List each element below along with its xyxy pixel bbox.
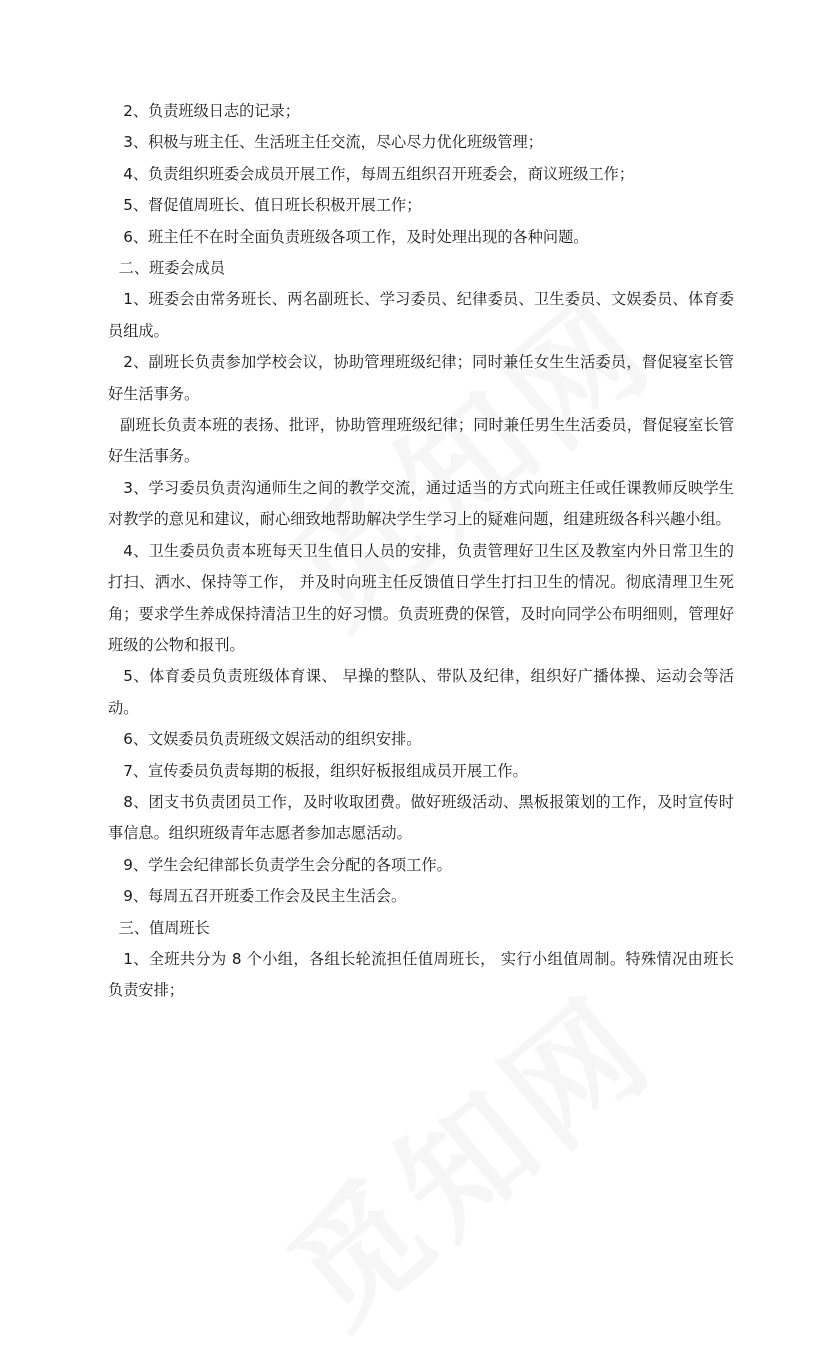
- section-heading: 二、班委会成员: [118, 259, 225, 278]
- paragraph: 副班长负责本班的表扬、批评，协助管理班级纪律；同时兼任男生生活委员，督促寝室长管好生活事务。: [108, 416, 734, 466]
- watermark: [244, 947, 686, 1360]
- paragraph: 7、宣传委员负责每期的板报，组织好板报组成员开展工作。: [123, 761, 528, 780]
- paragraph: 3、积极与班主任、生活班主任交流，尽心尽力优化班级管理；: [123, 133, 543, 152]
- section-heading: 三、值周班长: [118, 918, 210, 937]
- paragraph: 6、文娱委员负责班级文娱活动的组织安排。: [123, 730, 422, 749]
- document-body: [108, 96, 734, 1007]
- paragraph: 6、班主任不在时全面负责班级各项工作，及时处理出现的各种问题。: [123, 227, 589, 246]
- paragraph: 1、班委会由常务班长、两名副班长、学习委员、纪律委员、卫生委员、文娱委员、体育委员组成。: [108, 290, 734, 340]
- paragraph: 3、学习委员负责沟通师生之间的教学交流，通过适当的方式向班主任或任课教师反映学生对教学的意见和建议，耐心细致地帮助解决学生学习上的疑难问题，组建班级各科兴趣小组。: [108, 478, 734, 529]
- paragraph: 9、每周五召开班委工作会及民主生活会。: [123, 887, 407, 906]
- paragraph: 5、体育委员负责班级体育课、 早操的整队、带队及纪律，组织好广播体操、运动会等活动。: [108, 667, 734, 717]
- paragraph: 2、副班长负责参加学校会议，协助管理班级纪律；同时兼任女生生活委员，督促寝室长管好生活事务。: [108, 353, 734, 403]
- paragraph: 1、全班共分为 8 个小组，各组长轮流担任值周班长， 实行小组值周制。特殊情况由班长负责安排；: [108, 949, 734, 1000]
- paragraph: 4、卫生委员负责本班每天卫生值日人员的安排，负责管理好卫生区及教室内外日常卫生的打扫、洒水、保持等工作， 并及时向班主任反馈值日学生打扫卫生的情况。彻底清理卫生死角；要求学生养成保持清洁卫生的好习惯。负责班费的保管，及时向同学公布明细则，管理好班级的公物和报刊。: [108, 541, 734, 654]
- paragraph: 4、负责组织班委会成员开展工作，每周五组织召开班委会，商议班级工作；: [123, 164, 635, 183]
- paragraph: 8、团支书负责团员工作，及时收取团费。做好班级活动、黑板报策划的工作，及时宣传时事信息。组织班级青年志愿者参加志愿活动。: [108, 792, 734, 843]
- paragraph: 9、学生会纪律部长负责学生会分配的各项工作。: [123, 855, 452, 874]
- paragraph: 5、督促值周班长、值日班长积极开展工作；: [123, 196, 422, 215]
- paragraph: 2、负责班级日志的记录；: [123, 102, 300, 120]
